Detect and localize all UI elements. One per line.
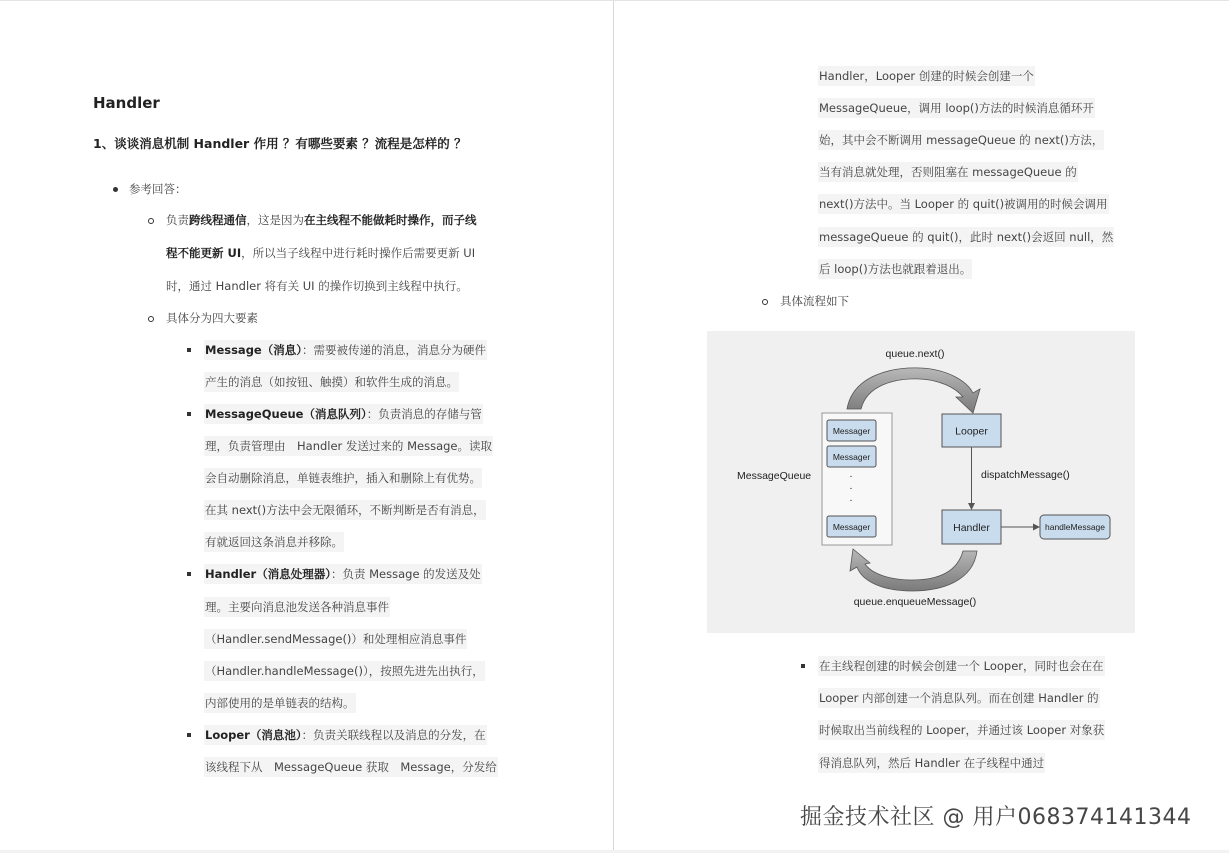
p1-line1: 负责跨线程通信，这是因为在主线程不能做耗时操作，而子线: [166, 213, 477, 227]
bullet-square: [801, 664, 805, 668]
question-heading: 1、谈谈消息机制 Handler 作用 ？有哪些要素 ？流程是怎样的 ？: [93, 136, 467, 151]
message-box-3-label: Messager: [832, 522, 871, 532]
handler-line1: Handler（消息处理器）：负责 Message 的发送及处: [204, 566, 482, 582]
handle-message-label: handleMessage: [1044, 522, 1106, 532]
section-title: Handler: [93, 94, 160, 112]
handler-label: Handler: [953, 522, 990, 534]
bullet-disc: [113, 187, 118, 192]
p1-line2: 程不能更新 UI，所以当子线程中进行耗时操作后需要更新 UI: [166, 246, 476, 260]
mq-line3: 会自动删除消息，单链表维护，插入和删除上有优势。: [204, 470, 482, 486]
message-box-2-label: Messager: [832, 452, 871, 462]
handler-flow-diagram: [707, 331, 1135, 633]
cont-line7: 后 loop()方法也就跟着退出。: [818, 261, 972, 277]
mq-line4: 在其 next()方法中会无限循环，不断判断是否有消息，: [204, 502, 486, 518]
enqueue-arc-arrow: [850, 549, 977, 591]
handler-line4: （Handler.handleMessage()），按照先进先出执行，: [204, 663, 485, 679]
mq-line2: 理，负责管理由 Handler 发送过来的 Message。读取: [204, 438, 493, 454]
cont-line6: messageQueue 的 quit()，此时 next()会返回 null，然: [818, 229, 1114, 245]
bottom-line2: Looper 内部创建一个消息队列。而在创建 Handler 的: [818, 690, 1100, 706]
p1-line3: 时，通过 Handler 将有关 UI 的操作切换到主线程中执行。: [166, 279, 468, 293]
dispatch-arrowhead: [968, 503, 975, 510]
flow-title: 具体流程如下: [780, 294, 849, 308]
ellipsis-dot: ·: [849, 470, 853, 482]
ellipsis-dot: ·: [849, 494, 853, 506]
bullet-square: [187, 348, 191, 352]
dispatch-label: dispatchMessage(): [981, 469, 1070, 481]
looper-line1: Looper（消息池）：负责关联线程以及消息的分发，在: [204, 727, 487, 743]
bottom-line3: 时候取出当前线程的 Looper，并通过该 Looper 对象获: [818, 722, 1105, 738]
handler-line5: 内部使用的是单链表的结构。: [204, 695, 356, 711]
message-line2: 产生的消息（如按钮、触摸）和软件生成的消息。: [204, 374, 459, 390]
message-queue-label: MessageQueue: [737, 470, 812, 482]
mq-line5: 有就返回这条消息并移除。: [204, 534, 344, 550]
cont-line5: next()方法中。当 Looper 的 quit()被调用的时候会调用: [818, 196, 1109, 212]
p2-text: 具体分为四大要素: [166, 311, 258, 325]
watermark: 掘金技术社区 @ 用户068374141344: [800, 805, 1192, 830]
looper-label: Looper: [955, 425, 988, 438]
looper-line2: 该线程下从 MessageQueue 获取 Message，分发给: [204, 759, 498, 775]
bullet-square: [187, 733, 191, 737]
bottom-line4: 得消息队列，然后 Handler 在子线程中通过: [818, 755, 1045, 771]
bullet-square: [187, 572, 191, 576]
cont-line4: 当有消息就处理，否则阻塞在 messageQueue 的: [818, 164, 1078, 180]
handler-line2: 理。主要向消息池发送各种消息事件: [204, 599, 390, 615]
mq-line1: MessageQueue（消息队列）：负责消息的存储与管: [204, 406, 483, 422]
message-line1: Message（消息）：需要被传递的消息，消息分为硬件: [204, 342, 487, 358]
queue-next-label: queue.next(): [885, 348, 945, 360]
cont-line3: 始，其中会不断调用 messageQueue 的 next()方法，: [818, 132, 1104, 148]
handle-arrowhead: [1033, 524, 1040, 531]
top-edge: [0, 0, 1229, 1]
flow-diagram-svg: [707, 331, 1135, 633]
bullet-circle: [762, 299, 768, 305]
ref-answer-label: 参考回答：: [129, 182, 187, 196]
queue-enqueue-label: queue.enqueueMessage(): [853, 596, 977, 608]
ellipsis-dot: ·: [849, 482, 853, 494]
cont-line2: MessageQueue，调用 loop()方法的时候消息循环开: [818, 100, 1095, 116]
cont-line1: Handler，Looper 创建的时候会创建一个: [818, 68, 1035, 84]
handler-line3: （Handler.sendMessage()）和处理相应消息事件: [204, 631, 467, 647]
bullet-square: [187, 412, 191, 416]
next-arc-arrow: [847, 368, 980, 413]
bottom-line1: 在主线程创建的时候会创建一个 Looper，同时也会在在: [818, 658, 1105, 674]
bullet-circle: [148, 316, 154, 322]
message-box-1-label: Messager: [832, 426, 871, 436]
bullet-circle: [148, 218, 154, 224]
